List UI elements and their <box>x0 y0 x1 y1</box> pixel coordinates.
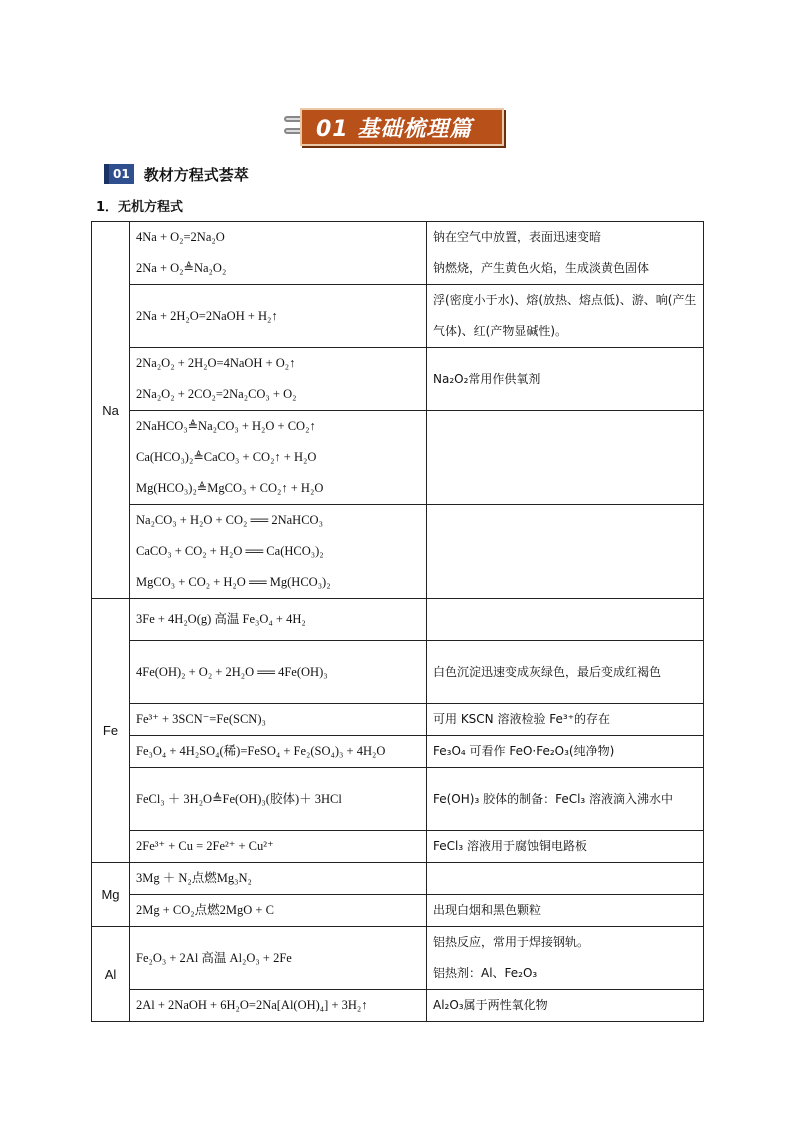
note: 钠在空气中放置，表面迅速变暗 <box>433 230 602 244</box>
note-cell <box>427 599 704 641</box>
equation: 2Al + 2NaOH + 6H₂O=2Na[Al(OH)₄] + 3H₂↑ <box>136 998 368 1012</box>
equation: FeCl₃ ＋ 3H₂O≜Fe(OH)₃(胶体)＋ 3HCl <box>136 791 342 806</box>
equation-cell <box>130 348 427 411</box>
element-cell: Al <box>92 927 130 1022</box>
table-row <box>92 285 704 348</box>
equation: 2Na₂O₂ + 2CO₂=2Na₂CO₃ + O₂ <box>136 387 297 401</box>
note: 可用 KSCN 溶液检验 Fe³⁺的存在 <box>433 712 611 726</box>
section-title: 教材方程式荟萃 <box>143 165 249 184</box>
table-row <box>92 831 704 863</box>
element-cell: Na <box>92 222 130 599</box>
equation-cell <box>130 505 427 599</box>
table-row <box>92 411 704 505</box>
table-row <box>92 704 704 736</box>
equation: 4Na + O₂=2Na₂O <box>136 230 225 244</box>
section-heading <box>104 162 249 186</box>
equation: 2Fe³⁺ + Cu = 2Fe²⁺ + Cu²⁺ <box>136 839 274 853</box>
note-cell <box>427 927 704 990</box>
equation: 2NaHCO₃≜Na₂CO₃ + H₂O + CO₂↑ <box>136 419 316 433</box>
equation-cell <box>130 768 427 831</box>
note: 出现白烟和黑色颗粒 <box>433 903 542 917</box>
element-cell: Fe <box>92 599 130 863</box>
equation: 2Mg + CO₂点燃2MgO + C <box>136 903 274 917</box>
equation-table <box>91 221 704 1022</box>
equation-cell <box>130 222 427 285</box>
equation: Fe³⁺ + 3SCN⁻=Fe(SCN)₃ <box>136 712 266 726</box>
table-row <box>92 348 704 411</box>
equation-cell <box>130 736 427 768</box>
equation-cell <box>130 285 427 348</box>
note: 钠燃烧，产生黄色火焰，生成淡黄色固体 <box>433 261 650 275</box>
equation-cell <box>130 411 427 505</box>
note-cell <box>427 736 704 768</box>
table-row <box>92 895 704 927</box>
table-row <box>92 222 704 285</box>
equation-cell <box>130 863 427 895</box>
banner-title: 01 基础梳理篇 <box>316 117 473 142</box>
note-cell <box>427 768 704 831</box>
equation: 2Na + 2H₂O=2NaOH + H₂↑ <box>136 308 278 323</box>
equation-cell <box>130 831 427 863</box>
note-cell <box>427 641 704 704</box>
element-cell: Mg <box>92 863 130 927</box>
equation-cell <box>130 641 427 704</box>
equation-cell <box>130 927 427 990</box>
note: Al₂O₃属于两性氧化物 <box>433 998 548 1012</box>
note: 铝热剂：Al、Fe₂O₃ <box>433 966 538 980</box>
equation-cell <box>130 895 427 927</box>
equation: CaCO₃ + CO₂ + H₂O ══ Ca(HCO₃)₂ <box>136 544 324 558</box>
note-cell <box>427 990 704 1022</box>
note-cell <box>427 285 704 348</box>
note-cell <box>427 704 704 736</box>
note: FeCl₃ 溶液用于腐蚀铜电路板 <box>433 839 587 853</box>
note-cell <box>427 831 704 863</box>
note-cell <box>427 348 704 411</box>
equation-cell <box>130 599 427 641</box>
equation: 2Na + O₂≜Na₂O₂ <box>136 261 227 275</box>
equation: Fe₃O₄ + 4H₂SO₄(稀)=FeSO₄ + Fe₂(SO₄)₃ + 4H₂O <box>136 744 386 758</box>
equation-cell <box>130 990 427 1022</box>
equation: MgCO₃ + CO₂ + H₂O ══ Mg(HCO₃)₂ <box>136 575 331 589</box>
table-row <box>92 599 704 641</box>
note: 白色沉淀迅速变成灰绿色，最后变成红褐色 <box>433 664 662 679</box>
note: 铝热反应，常用于焊接钢轨。 <box>433 935 590 949</box>
table-row <box>92 768 704 831</box>
equation: 3Fe + 4H₂O(g) 高温 Fe₃O₄ + 4H₂ <box>136 612 306 626</box>
equation: Fe₂O₃ + 2Al 高温 Al₂O₃ + 2Fe <box>136 950 292 965</box>
equation: 4Fe(OH)₂ + O₂ + 2H₂O ══ 4Fe(OH)₃ <box>136 664 328 679</box>
section-badge: 01 <box>104 164 134 184</box>
equation: Ca(HCO₃)₂≜CaCO₃ + CO₂↑ + H₂O <box>136 450 317 464</box>
note-cell <box>427 505 704 599</box>
table-row <box>92 863 704 895</box>
note: Na₂O₂常用作供氧剂 <box>433 371 541 386</box>
table-row <box>92 990 704 1022</box>
note-cell <box>427 411 704 505</box>
equation: 3Mg ＋ N₂点燃Mg₃N₂ <box>136 871 252 885</box>
note-cell <box>427 863 704 895</box>
table-row <box>92 641 704 704</box>
table-row <box>92 505 704 599</box>
table-row <box>92 736 704 768</box>
equation-cell <box>130 704 427 736</box>
section-banner <box>284 104 506 150</box>
note-cell <box>427 895 704 927</box>
equation: Mg(HCO₃)₂≜MgCO₃ + CO₂↑ + H₂O <box>136 481 324 495</box>
note: 浮(密度小于水)、熔(放热、熔点低)、游、响(产生气体)、红(产物显碱性)。 <box>433 293 697 338</box>
note-cell <box>427 222 704 285</box>
equation: 2Na₂O₂ + 2H₂O=4NaOH + O₂↑ <box>136 356 296 370</box>
note: Fe(OH)₃ 胶体的制备：FeCl₃ 溶液滴入沸水中 <box>433 791 674 806</box>
subsection-title: 1．无机方程式 <box>96 200 184 215</box>
note: Fe₃O₄ 可看作 FeO·Fe₂O₃(纯净物) <box>433 744 615 758</box>
table-row <box>92 927 704 990</box>
equation: Na₂CO₃ + H₂O + CO₂ ══ 2NaHCO₃ <box>136 513 323 527</box>
